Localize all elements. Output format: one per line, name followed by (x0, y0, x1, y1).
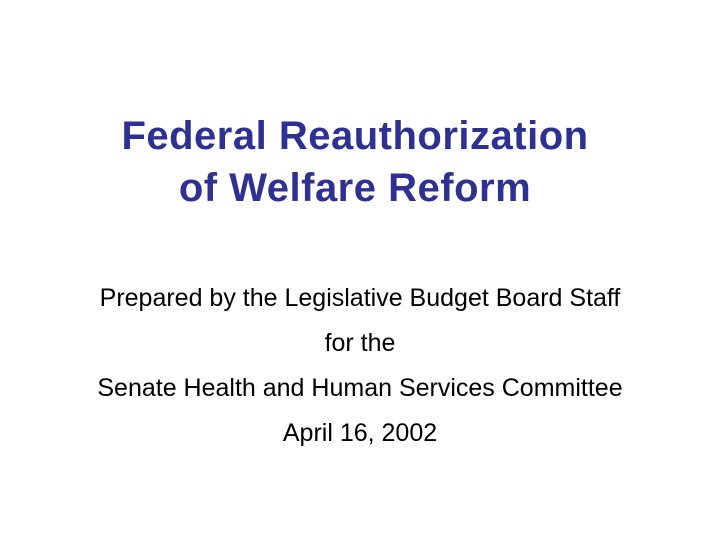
prepared-by-line: Prepared by the Legislative Budget Board Staff (99, 284, 621, 312)
date-line: April 16, 2002 (282, 419, 438, 447)
title-line-1: Federal Reauthorization (121, 114, 589, 158)
slide-title (0, 110, 710, 214)
title-line-2: of Welfare Reform (178, 166, 532, 210)
for-the-line: for the (324, 329, 396, 357)
slide-subtitle (0, 276, 720, 456)
committee-line: Senate Health and Human Services Committee (97, 374, 623, 402)
